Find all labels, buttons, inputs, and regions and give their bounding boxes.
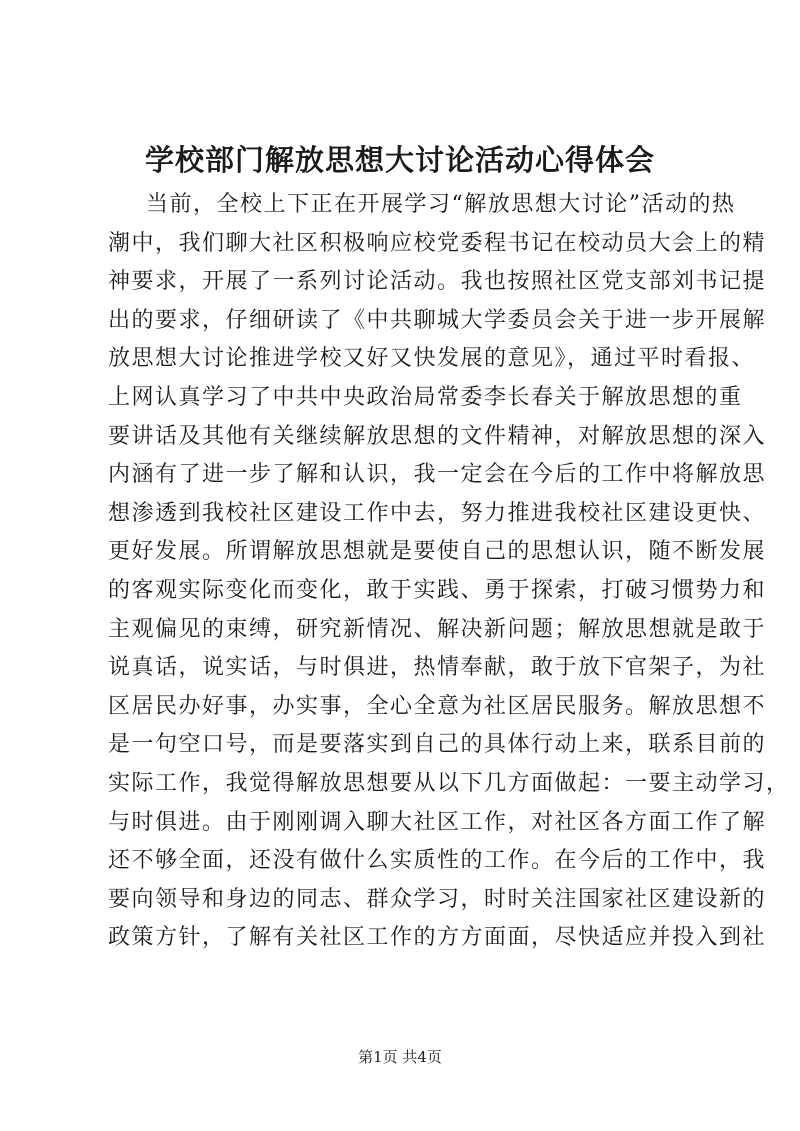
body-line: 与时俱进。由于刚刚调入聊大社区工作，对社区各方面工作了解	[108, 809, 767, 835]
body-line: 政策方针，了解有关社区工作的方方面面，尽快适应并投入到社	[108, 925, 767, 951]
body-line: 实际工作，我觉得解放思想要从以下几方面做起：一要主动学习，	[108, 770, 790, 796]
body-line: 更好发展。所谓解放思想就是要使自己的思想认识，随不断发展	[108, 539, 767, 565]
body-line: 上网认真学习了中共中央政治局常委李长春关于解放思想的重	[108, 384, 743, 410]
page-number-footer: 第1页 共4页	[358, 1048, 442, 1066]
body-line: 当前，全校上下正在开展学习“解放思想大讨论”活动的热	[146, 192, 736, 217]
body-line: 主观偏见的束缚，研究新情况、解决新问题；解放思想就是敢于	[108, 616, 767, 642]
body-line: 神要求，开展了一系列讨论活动。我也按照社区党支部刘书记提	[108, 269, 767, 295]
document-body	[108, 186, 790, 958]
body-line: 还不够全面，还没有做什么实质性的工作。在今后的工作中，我	[108, 848, 767, 874]
body-line: 是一句空口号，而是要落实到自己的具体行动上来，联系目前的	[108, 732, 767, 758]
body-line: 内涵有了进一步了解和认识，我一定会在今后的工作中将解放思	[108, 462, 767, 488]
body-line: 潮中，我们聊大社区积极响应校党委程书记在校动员大会上的精	[108, 230, 767, 256]
body-line: 说真话，说实话，与时俱进，热情奉献，敢于放下官架子，为社	[108, 655, 767, 681]
body-line: 要向领导和身边的同志、群众学习，时时关注国家社区建设新的	[108, 886, 767, 912]
body-line: 出的要求，仔细研读了《中共聊城大学委员会关于进一步开展解	[108, 307, 767, 333]
body-line: 区居民办好事，办实事，全心全意为社区居民服务。解放思想不	[108, 693, 767, 719]
body-line: 想渗透到我校社区建设工作中去，努力推进我校社区建设更快、	[108, 500, 767, 526]
body-line: 的客观实际变化而变化，敢于实践、勇于探索，打破习惯势力和	[108, 577, 767, 603]
body-line: 放思想大讨论推进学校又好又快发展的意见》，通过平时看报、	[108, 346, 756, 372]
body-line: 要讲话及其他有关继续解放思想的文件精神，对解放思想的深入	[108, 423, 767, 449]
document-title: 学校部门解放思想大讨论活动心得体会	[144, 143, 655, 177]
